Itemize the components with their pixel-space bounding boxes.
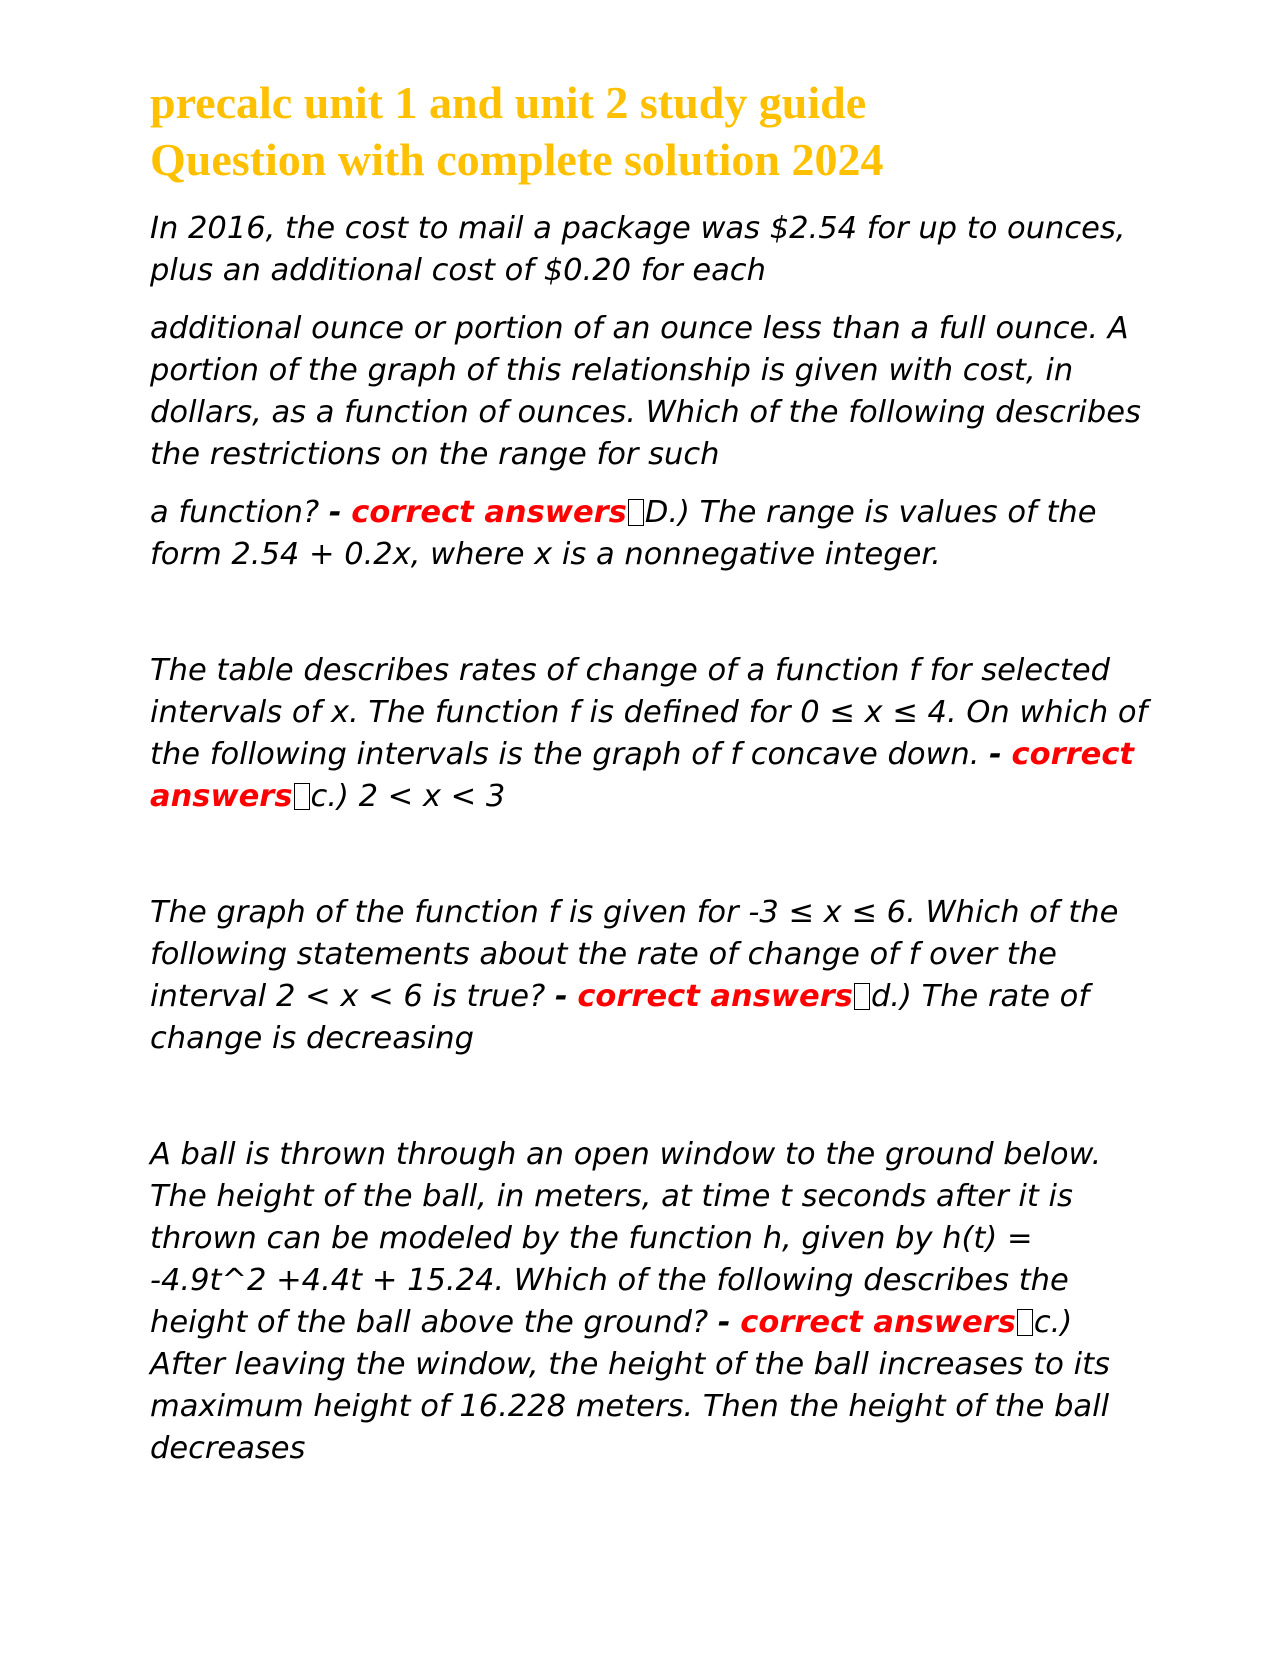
document-title — [150, 74, 1150, 188]
correct-answers-label: correct answers — [577, 979, 853, 1014]
title-line-1: precalc unit 1 and unit 2 study guide — [150, 77, 867, 128]
missing-glyph-icon — [854, 983, 870, 1010]
missing-glyph-icon — [294, 783, 310, 810]
question-4 — [150, 1134, 1150, 1470]
question-4-text: A ball is thrown through an open window to the ground below. The height of the ball, in meters, at time t seconds after it is thrown can be modeled by the function h, given by h(t) = -4.9t^2 +4.4t + 15.24. Which of the following describes the height of the ball above the ground? — [150, 1137, 1102, 1340]
question-1-part-2: additional ounce or portion of an ounce less than a full ounce. A portion of the graph of this relationship is given with cost, in dollars, as a function of ounces. Which of the following describes the restrictions on the range for such — [150, 311, 1141, 472]
question-1-part-1: In 2016, the cost to mail a package was $2.54 for up to ounces, plus an additional cost of $0.20 for each — [150, 211, 1126, 288]
missing-glyph-icon — [628, 499, 644, 526]
question-3-text: The graph of the function f is given for -3 ≤ x ≤ 6. Which of the following statements about the rate of change of f over the interval 2 < x < 6 is true? — [150, 895, 1119, 1014]
question-3-answer: d.) The rate of change is decreasing — [150, 979, 1090, 1056]
answer-separator: - — [989, 737, 1002, 772]
question-1-answer: D.) The range is values of the form 2.54 + 0.2x, where x is a nonnegative integer. — [150, 495, 1097, 572]
question-1-part-3 — [150, 492, 1150, 576]
answer-separator: - — [554, 979, 568, 1014]
question-2 — [150, 650, 1150, 818]
missing-glyph-icon — [1017, 1309, 1033, 1336]
correct-answers-label: correct answers — [351, 495, 627, 530]
title-line-2: Question with complete solution 2024 — [150, 134, 884, 185]
document-page — [150, 74, 1150, 1470]
correct-answers-label: correct answers — [740, 1305, 1016, 1340]
answer-separator: - — [717, 1305, 731, 1340]
question-2-text: The table describes rates of change of a function f for selected intervals of x. The function f is defined for 0 ≤ x ≤ 4. On which of the following intervals is the graph of f concave down. — [150, 653, 1148, 772]
question-1-text: a function? — [150, 495, 320, 530]
question-2-answer: c.) 2 < x < 3 — [310, 779, 506, 814]
answer-separator: - — [328, 495, 342, 530]
correct-answers-label: correct answers — [150, 737, 1135, 814]
question-3 — [150, 892, 1150, 1060]
question-4-answer: c.) After leaving the window, the height of the ball increases to its maximum height of 16.228 meters. Then the height of the ball decreases — [150, 1305, 1110, 1466]
